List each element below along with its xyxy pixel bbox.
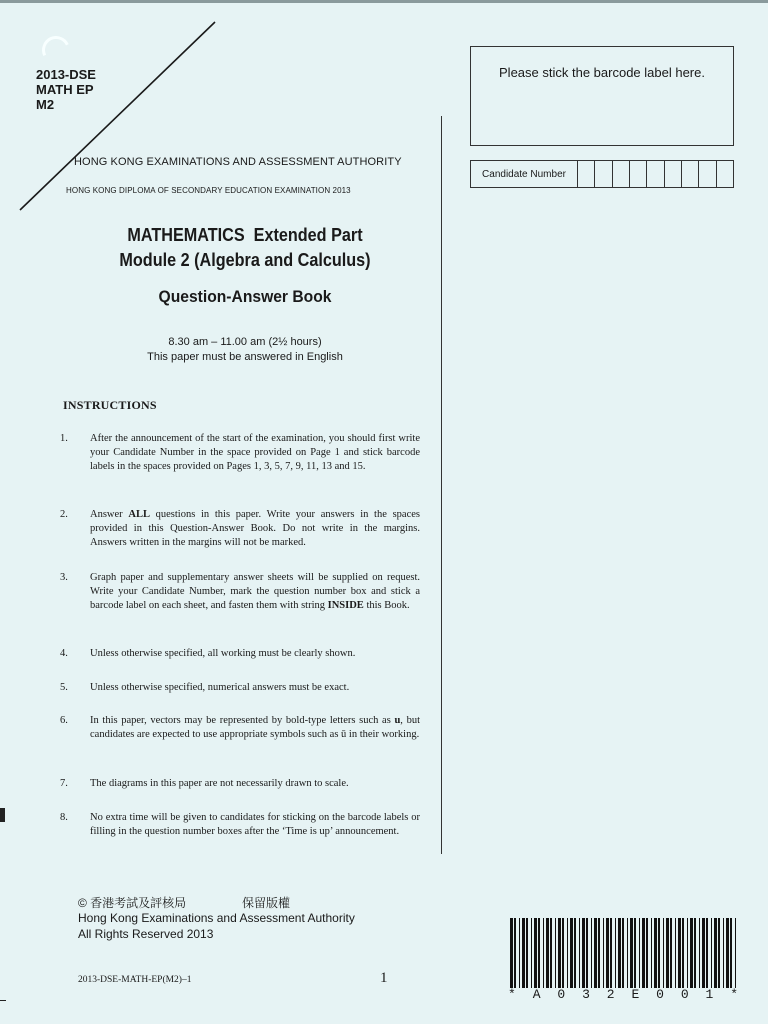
barcode-bar	[730, 918, 732, 988]
barcode-caption-char: 2	[606, 987, 615, 1002]
barcode-bar	[610, 918, 612, 988]
barcode-bar	[699, 918, 700, 988]
paper-code-line-3: M2	[36, 97, 55, 112]
barcode-bar	[670, 918, 672, 988]
barcode-bar	[519, 918, 520, 988]
instruction-item	[60, 647, 420, 661]
barcode-bar	[522, 918, 525, 988]
barcode-bar	[723, 918, 724, 988]
barcode-bar	[555, 918, 556, 988]
instruction-item	[60, 811, 420, 839]
barcode-bar	[606, 918, 609, 988]
barcode-caption-char: 0	[656, 987, 664, 1002]
barcode-bar	[690, 918, 693, 988]
instruction-text: No extra time will be given to candidates for sticking on the barcode labels or filling in the question number boxes after the ‘Time is up’ announcement.	[90, 812, 420, 837]
instruction-number: 7.	[60, 778, 68, 789]
margin-divider	[441, 116, 442, 854]
candidate-number-cell[interactable]	[647, 161, 664, 187]
barcode-bar	[706, 918, 708, 988]
instruction-text: Unless otherwise specified, numerical answers must be exact.	[90, 682, 350, 693]
barcode-bar	[714, 918, 717, 988]
authority-name: HONG KONG EXAMINATIONS AND ASSESSMENT AUTHORITY	[74, 156, 402, 168]
copyright-chinese	[78, 894, 291, 911]
barcode-label-box[interactable]	[470, 46, 734, 146]
candidate-number-cell[interactable]	[665, 161, 682, 187]
barcode-bar	[666, 918, 669, 988]
barcode-label-text: Please stick the barcode label here.	[499, 65, 705, 80]
barcode-bar	[642, 918, 645, 988]
barcode-bar	[550, 918, 552, 988]
instruction-text: The diagrams in this paper are not necessarily drawn to scale.	[90, 778, 349, 789]
candidate-number-cell[interactable]	[717, 161, 733, 187]
barcode-bar	[579, 918, 580, 988]
barcode-bar	[558, 918, 561, 988]
instruction-number: 4.	[60, 648, 68, 659]
barcode-caption-char: 3	[582, 987, 590, 1002]
candidate-number-cells[interactable]	[578, 161, 733, 187]
barcode-caption-char: 0	[557, 987, 566, 1002]
instruction-text: In this paper, vectors may be represented by bold-type letters such as u, but candidates are expected to use appropriate symbols such as ū in their working.	[90, 715, 420, 740]
instruction-text: After the announcement of the start of the examination, you should first write your Candidate Number in the space provided on Page 1 and stick barcode labels in the spaces provided on Pages 1, 3, 5, 7, 9, 11, 13 and 15.	[90, 433, 420, 472]
candidate-number-box[interactable]	[470, 160, 734, 188]
barcode-bar	[510, 918, 513, 988]
paper-code-line-1: 2013-DSE	[36, 67, 96, 82]
copyright-rights: All Rights Reserved 2013	[78, 927, 214, 941]
barcode-bar	[658, 918, 660, 988]
barcode-bar	[634, 918, 636, 988]
barcode-bar	[630, 918, 633, 988]
barcode-bar	[546, 918, 549, 988]
barcode-bar	[603, 918, 604, 988]
barcode-bar	[718, 918, 720, 988]
instruction-item	[60, 777, 420, 791]
instruction-item	[60, 571, 420, 613]
instruction-text: Answer ALL questions in this paper. Write your answers in the spaces provided in this Question-Answer Book. Do not write in the margins. Answers written in the margins will not be marked.	[90, 509, 420, 548]
barcode-bar	[598, 918, 600, 988]
candidate-number-cell[interactable]	[630, 161, 647, 187]
barcode-bar	[654, 918, 657, 988]
candidate-number-cell[interactable]	[613, 161, 630, 187]
barcode-graphic	[508, 918, 738, 988]
barcode-bar	[663, 918, 664, 988]
barcode-bar	[526, 918, 528, 988]
barcode-caption-char: A	[532, 987, 541, 1002]
instruction-item	[60, 432, 420, 474]
instruction-item	[60, 508, 420, 550]
exam-time: 8.30 am – 11.00 am (2½ hours)	[168, 336, 322, 348]
barcode-caption	[508, 987, 738, 1002]
instruction-number: 6.	[60, 715, 68, 726]
barcode-bar	[543, 918, 544, 988]
barcode-bar	[639, 918, 640, 988]
barcode-bar	[534, 918, 537, 988]
candidate-number-label: Candidate Number	[471, 161, 578, 187]
barcode-bar	[570, 918, 573, 988]
barcode-bar	[591, 918, 592, 988]
footer-paper-code: 2013-DSE-MATH-EP(M2)–1	[78, 975, 192, 985]
barcode-caption-char: E	[631, 987, 640, 1002]
book-title: Question-Answer Book	[158, 287, 332, 306]
copyright-chinese-left: © 香港考試及評核局	[78, 896, 187, 910]
instruction-number: 5.	[60, 682, 68, 693]
barcode-bar	[538, 918, 540, 988]
instruction-number: 3.	[60, 572, 68, 583]
candidate-number-cell[interactable]	[682, 161, 699, 187]
barcode-bar	[574, 918, 576, 988]
instructions-heading: INSTRUCTIONS	[63, 398, 157, 412]
barcode-bar	[586, 918, 588, 988]
barcode-bar	[711, 918, 712, 988]
barcode-bar	[618, 918, 621, 988]
barcode-bar	[694, 918, 696, 988]
barcode-bar	[567, 918, 568, 988]
instruction-number: 8.	[60, 812, 68, 823]
copyright-authority: Hong Kong Examinations and Assessment Authority	[78, 911, 355, 925]
side-mark	[0, 808, 5, 822]
barcode-bar	[682, 918, 684, 988]
exam-name: HONG KONG DIPLOMA OF SECONDARY EDUCATION EXAMINATION 2013	[66, 186, 351, 195]
page-number: 1	[380, 970, 388, 986]
barcode-bar	[646, 918, 648, 988]
language-note: This paper must be answered in English	[147, 351, 343, 363]
instruction-text: Graph paper and supplementary answer sheets will be supplied on request. Write your Candidate Number, mark the question number box and stick a barcode label on each sheet, and fasten them with string INSIDE this Book.	[90, 572, 420, 611]
module-title: Module 2 (Algebra and Calculus)	[119, 250, 371, 270]
instruction-text: Unless otherwise specified, all working must be clearly shown.	[90, 648, 356, 659]
barcode-caption-char: 1	[705, 987, 714, 1002]
barcode-bar	[562, 918, 564, 988]
candidate-number-cell[interactable]	[699, 161, 716, 187]
barcode-bar	[514, 918, 516, 988]
barcode-bar	[702, 918, 705, 988]
barcode-bar	[687, 918, 688, 988]
barcode-bar	[622, 918, 624, 988]
barcode-bar	[678, 918, 681, 988]
candidate-number-cell[interactable]	[595, 161, 612, 187]
candidate-number-cell[interactable]	[578, 161, 595, 187]
side-tick	[0, 1000, 6, 1001]
paper-code-line-2: MATH EP	[36, 82, 94, 97]
barcode-bar	[675, 918, 676, 988]
barcode-bar	[735, 918, 736, 988]
barcode-bar	[651, 918, 652, 988]
barcode-bar	[726, 918, 729, 988]
barcode-caption-char: *	[730, 987, 738, 1002]
instruction-item	[60, 714, 420, 742]
barcode-bar	[594, 918, 597, 988]
barcode-bar	[531, 918, 532, 988]
barcode-bar	[582, 918, 585, 988]
instruction-number: 1.	[60, 433, 68, 444]
barcode-caption-char: 0	[680, 987, 689, 1002]
barcode-bar	[627, 918, 628, 988]
barcode-bar	[615, 918, 616, 988]
barcode-caption-char: *	[508, 987, 516, 1002]
instruction-item	[60, 681, 420, 695]
instruction-number: 2.	[60, 509, 68, 520]
copyright-chinese-right: 保留版權	[242, 896, 291, 910]
subject-title: MATHEMATICS Extended Part	[127, 225, 363, 245]
